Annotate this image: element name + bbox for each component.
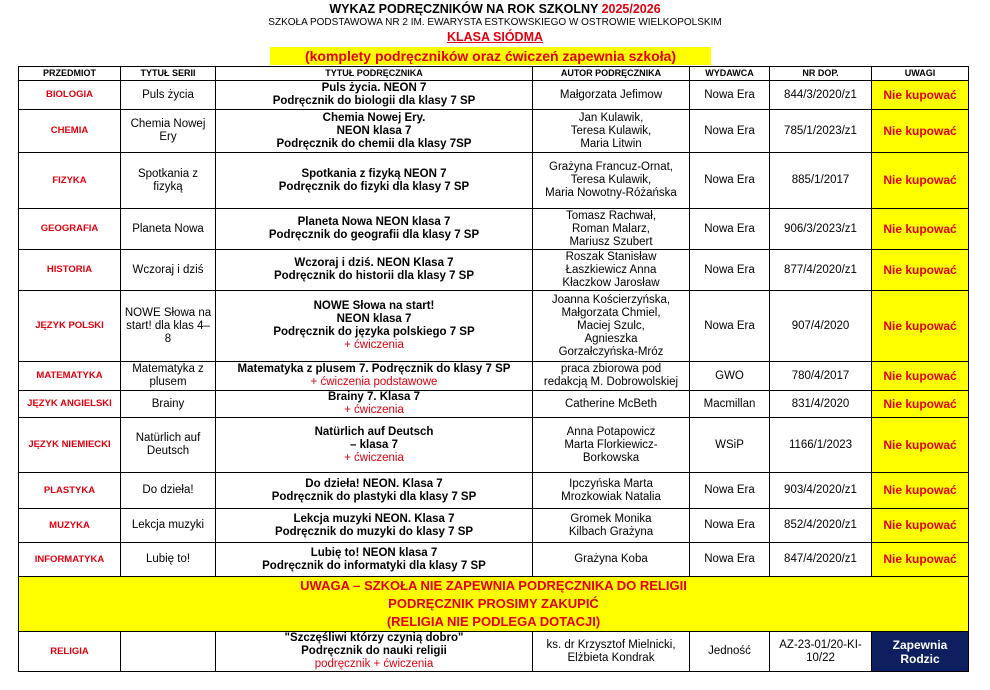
- title-line: NEON klasa 7: [336, 124, 412, 137]
- title-cell: [216, 362, 533, 391]
- author-line: Kilbach Grażyna: [568, 525, 654, 538]
- author-line: Małgorzata Chmiel,: [561, 306, 661, 319]
- series-cell: Matematyka z plusem: [121, 362, 216, 391]
- subject-cell: JĘZYK POLSKI: [19, 291, 121, 362]
- title-line: Spotkania z fizyką NEON 7: [301, 167, 447, 180]
- series-cell: Do dzieła!: [121, 473, 216, 509]
- author-line: Łaszkiewicz Anna: [565, 263, 657, 276]
- series-cell: Spotkania z fizyką: [121, 153, 216, 209]
- title-line: Planeta Nowa NEON klasa 7: [297, 216, 451, 228]
- author-cell: [533, 110, 690, 153]
- title-line: Podręcznik do plastyki dla klasy 7 SP: [271, 490, 477, 503]
- author-cell: [533, 250, 690, 291]
- series-cell: Lekcja muzyki: [121, 509, 216, 543]
- approval-number-cell: 1166/1/2023: [770, 418, 872, 473]
- author-cell: [533, 632, 690, 672]
- title-line: Natürlich auf Deutsch: [314, 425, 434, 438]
- title-line: Brainy 7. Klasa 7: [327, 391, 421, 403]
- approval-number-cell: AZ-23-01/20-KI-10/22: [770, 632, 872, 672]
- author-line: Roszak Stanisław: [565, 250, 657, 263]
- subject-cell: BIOLOGIA: [19, 81, 121, 110]
- warning-row: [19, 577, 969, 632]
- table-row: [19, 473, 969, 509]
- publisher-cell: Nowa Era: [690, 291, 770, 362]
- table-row: [19, 418, 969, 473]
- author-line: Anna Potapowicz: [566, 425, 656, 438]
- title-line: Do dzieła! NEON. Klasa 7: [305, 477, 443, 490]
- author-cell: [533, 509, 690, 543]
- note-cell: Nie kupować: [872, 509, 969, 543]
- author-cell: [533, 473, 690, 509]
- warning-line: (RELIGIA NIE PODLEGA DOTACJI): [386, 614, 601, 629]
- author-line: Joanna Kościerzyńska,: [551, 293, 671, 306]
- title-line: Chemia Nowej Ery.: [322, 111, 426, 124]
- note-cell: Nie kupować: [872, 473, 969, 509]
- author-cell: [533, 391, 690, 418]
- note-cell: Nie kupować: [872, 250, 969, 291]
- title-cell: [216, 632, 533, 672]
- col-header: TYTUŁ SERII: [121, 67, 216, 81]
- approval-number-cell: 847/4/2020/z1: [770, 543, 872, 577]
- subject-cell: PLASTYKA: [19, 473, 121, 509]
- approval-number-cell: 877/4/2020/z1: [770, 250, 872, 291]
- table-row: [19, 110, 969, 153]
- author-line: Mrozkowiak Natalia: [561, 490, 661, 503]
- table-row: [19, 153, 969, 209]
- author-line: Marta Florkiewicz-: [564, 438, 658, 451]
- approval-number-cell: 885/1/2017: [770, 153, 872, 209]
- author-line: ks. dr Krzysztof Mielnicki,: [546, 638, 676, 651]
- title-line: Podręcznik do języka polskiego 7 SP: [273, 326, 475, 338]
- publisher-cell: Nowa Era: [690, 209, 770, 250]
- note-cell: Nie kupować: [872, 543, 969, 577]
- author-cell: [533, 291, 690, 362]
- title-cell: [216, 291, 533, 362]
- warning-line: PODRĘCZNIK PROSIMY ZAKUPIĆ: [388, 596, 599, 611]
- col-header: PRZEDMIOT: [19, 67, 121, 81]
- col-header: NR DOP.: [770, 67, 872, 81]
- approval-number-cell: 903/4/2020/z1: [770, 473, 872, 509]
- title-cell: [216, 509, 533, 543]
- title-line: – klasa 7: [350, 438, 398, 451]
- series-cell: Chemia Nowej Ery: [121, 110, 216, 153]
- author-line: Grażyna Francuz-Ornat,: [549, 161, 673, 173]
- approval-number-cell: 906/3/2023/z1: [770, 209, 872, 250]
- title-line: Podręcznik do fizyki dla klasy 7 SP: [278, 180, 470, 193]
- publisher-cell: GWO: [690, 362, 770, 391]
- note-cell: Nie kupować: [872, 153, 969, 209]
- table-header-row: [19, 67, 969, 81]
- author-line: Teresa Kulawik,: [570, 174, 652, 186]
- author-line: Maria Nowotny-Różańska: [545, 187, 677, 199]
- note-cell: Nie kupować: [872, 362, 969, 391]
- author-line: Grażyna Koba: [574, 553, 648, 565]
- author-line: Elżbieta Kondrak: [567, 651, 655, 664]
- table-row-religia: [19, 632, 969, 672]
- author-line: Ipczyńska Marta: [569, 477, 653, 490]
- note-cell: Nie kupować: [872, 391, 969, 418]
- author-cell: [533, 418, 690, 473]
- author-cell: [533, 543, 690, 577]
- title-line: NOWE Słowa na start!: [313, 300, 435, 312]
- author-line: Małgorzata Jefimow: [559, 88, 663, 101]
- title-cell: [216, 110, 533, 153]
- author-line: Roman Malarz,: [572, 222, 650, 235]
- publisher-cell: Jedność: [690, 632, 770, 672]
- title-cell: [216, 473, 533, 509]
- subject-cell: MATEMATYKA: [19, 362, 121, 391]
- title-extra: podręcznik + ćwiczenia: [314, 658, 434, 670]
- author-line: Borkowska: [582, 451, 640, 464]
- author-line: Gorzałczyńska-Mróz: [558, 345, 664, 358]
- title-line: Podręcznik do chemii dla klasy 7SP: [276, 137, 472, 150]
- approval-number-cell: 785/1/2023/z1: [770, 110, 872, 153]
- textbook-table: [18, 66, 969, 672]
- table-row: [19, 291, 969, 362]
- publisher-cell: Nowa Era: [690, 250, 770, 291]
- title-line: Lubię to! NEON klasa 7: [310, 546, 438, 559]
- series-cell: Natürlich auf Deutsch: [121, 418, 216, 473]
- approval-number-cell: 907/4/2020: [770, 291, 872, 362]
- subject-cell: RELIGIA: [19, 632, 121, 672]
- author-line: Maciej Szulc,: [577, 319, 645, 332]
- subject-cell: MUZYKA: [19, 509, 121, 543]
- series-cell: [121, 632, 216, 672]
- table-row: [19, 391, 969, 418]
- publisher-cell: Nowa Era: [690, 509, 770, 543]
- title-cell: [216, 250, 533, 291]
- title-extra: + ćwiczenia podstawowe: [310, 376, 438, 388]
- author-line: Teresa Kulawik,: [570, 124, 652, 137]
- title-line: "Szczęśliwi którzy czynią dobro": [284, 632, 464, 644]
- title-line: Matematyka z plusem 7. Podręcznik do klasy 7 SP: [237, 363, 511, 375]
- note-cell: Nie kupować: [872, 110, 969, 153]
- series-cell: Brainy: [121, 391, 216, 418]
- author-line: redakcją M. Dobrowolskiej: [543, 376, 679, 388]
- note-cell: Nie kupować: [872, 209, 969, 250]
- note-cell: Zapewnia Rodzic: [872, 632, 969, 672]
- title-cell: [216, 153, 533, 209]
- author-cell: [533, 209, 690, 250]
- approval-number-cell: 844/3/2020/z1: [770, 81, 872, 110]
- subject-cell: CHEMIA: [19, 110, 121, 153]
- title-cell: [216, 391, 533, 418]
- table-row: [19, 250, 969, 291]
- table-row: [19, 209, 969, 250]
- class-name: KLASA SIÓDMA: [446, 30, 544, 44]
- subject-cell: HISTORIA: [19, 250, 121, 291]
- col-header: UWAGI: [872, 67, 969, 81]
- series-cell: NOWE Słowa na start! dla klas 4–8: [121, 291, 216, 362]
- series-cell: Wczoraj i dziś: [121, 250, 216, 291]
- title-line: Podręcznik do informatyki dla klasy 7 SP: [262, 559, 486, 572]
- publisher-cell: Nowa Era: [690, 473, 770, 509]
- subject-cell: JĘZYK ANGIELSKI: [19, 391, 121, 418]
- title-line: Podręcznik do historii dla klasy 7 SP: [273, 270, 475, 282]
- subtitle-banner: (komplety podręczników oraz ćwiczeń zapewnia szkoła): [270, 47, 711, 65]
- title-extra: + ćwiczenia: [344, 404, 404, 416]
- title-line: NEON klasa 7: [336, 313, 412, 325]
- table-row: [19, 543, 969, 577]
- author-line: Catherine McBeth: [564, 397, 658, 410]
- col-header: AUTOR PODRĘCZNIKA: [533, 67, 690, 81]
- title-line: Podręcznik do geografii dla klasy 7 SP: [268, 229, 480, 241]
- approval-number-cell: 780/4/2017: [770, 362, 872, 391]
- col-header: TYTUŁ PODRĘCZNIKA: [216, 67, 533, 81]
- title-line: Podręcznik do muzyki do klasy 7 SP: [274, 525, 474, 538]
- subject-cell: GEOGRAFIA: [19, 209, 121, 250]
- note-cell: Nie kupować: [872, 291, 969, 362]
- series-cell: Puls życia: [121, 81, 216, 110]
- approval-number-cell: 831/4/2020: [770, 391, 872, 418]
- col-header: WYDAWCA: [690, 67, 770, 81]
- table-row: [19, 362, 969, 391]
- title-extra: + ćwiczenia: [344, 451, 404, 464]
- author-line: Tomasz Rachwał,: [565, 209, 657, 222]
- publisher-cell: Nowa Era: [690, 110, 770, 153]
- approval-number-cell: 852/4/2020/z1: [770, 509, 872, 543]
- title-line: Podręcznik do biologii dla klasy 7 SP: [272, 95, 476, 107]
- publisher-cell: Nowa Era: [690, 81, 770, 110]
- author-line: Agnieszka: [584, 332, 638, 345]
- author-cell: [533, 81, 690, 110]
- publisher-cell: WSiP: [690, 418, 770, 473]
- subject-cell: FIZYKA: [19, 153, 121, 209]
- table-row: [19, 81, 969, 110]
- title-cell: [216, 81, 533, 110]
- title-cell: [216, 418, 533, 473]
- note-cell: Nie kupować: [872, 418, 969, 473]
- author-cell: [533, 153, 690, 209]
- publisher-cell: Nowa Era: [690, 543, 770, 577]
- title-line: Wczoraj i dziś. NEON Klasa 7: [294, 257, 454, 269]
- publisher-cell: Macmillan: [690, 391, 770, 418]
- author-line: Jan Kulawik,: [578, 111, 644, 124]
- author-line: Kłaczkow Jarosław: [562, 276, 660, 289]
- author-line: Maria Litwin: [580, 137, 642, 150]
- author-line: praca zbiorowa pod: [560, 363, 662, 375]
- publisher-cell: Nowa Era: [690, 153, 770, 209]
- subject-cell: INFORMATYKA: [19, 543, 121, 577]
- title-line: Podręcznik do nauki religii: [301, 645, 447, 657]
- note-cell: Nie kupować: [872, 81, 969, 110]
- subject-cell: JĘZYK NIEMIECKI: [19, 418, 121, 473]
- title-cell: [216, 543, 533, 577]
- title-cell: [216, 209, 533, 250]
- series-cell: Lubię to!: [121, 543, 216, 577]
- school-name: SZKOŁA PODSTAWOWA NR 2 IM. EWARYSTA ESTKOWSKIEGO W OSTROWIE WIELKOPOLSKIM: [268, 17, 722, 28]
- title-line: Puls życia. NEON 7: [321, 82, 427, 94]
- author-cell: [533, 362, 690, 391]
- page-title: WYKAZ PODRĘCZNIKÓW NA ROK SZKOLNY 2025/2026: [329, 2, 661, 16]
- table-row: [19, 509, 969, 543]
- title-extra: + ćwiczenia: [344, 339, 404, 351]
- author-line: Gromek Monika: [570, 512, 652, 525]
- school-year: 2025/2026: [601, 2, 661, 16]
- warning-line: UWAGA – SZKOŁA NIE ZAPEWNIA PODRĘCZNIKA DO RELIGII: [300, 578, 687, 593]
- author-line: Mariusz Szubert: [569, 235, 653, 248]
- series-cell: Planeta Nowa: [121, 209, 216, 250]
- title-line: Lekcja muzyki NEON. Klasa 7: [293, 512, 455, 525]
